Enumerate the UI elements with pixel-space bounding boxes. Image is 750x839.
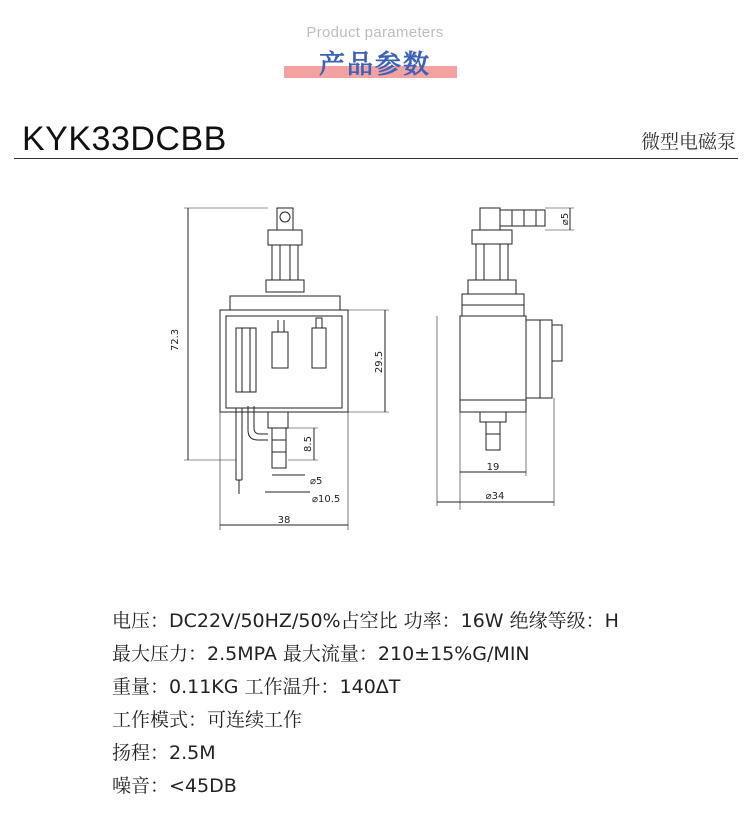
dim-d34-label: ⌀34 (485, 491, 505, 502)
front-view (184, 208, 389, 530)
model-divider (14, 158, 738, 159)
dim-outlet-label: 8.5 (303, 436, 314, 452)
product-type: 微型电磁泵 (640, 131, 736, 153)
dim-width-label: 38 (277, 515, 291, 526)
section-subtitle: Product parameters (306, 24, 444, 41)
product-model: KYK33DCBB (22, 120, 227, 158)
spec-noise: 噪音：<45DB (112, 775, 237, 797)
spec-voltage-power: 电压：DC22V/50HZ/50%占空比 功率：16W 绝缘等级：H (112, 610, 619, 632)
spec-work-mode: 工作模式：可连续工作 (112, 709, 303, 731)
dim-side-d5-label: ⌀5 (560, 212, 571, 226)
dim-19-label: 19 (486, 462, 500, 473)
dim-d10-5-label: ⌀10.5 (312, 494, 341, 505)
dim-d5-label: ⌀5 (310, 476, 323, 487)
dim-height-label: 72.3 (170, 328, 181, 352)
spec-pressure-flow: 最大压力：2.5MPA 最大流量：210±15%G/MIN (112, 643, 530, 665)
section-title: 产品参数 (318, 50, 431, 80)
spec-weight-temp: 重量：0.11KG 工作温升：140ΔT (112, 676, 401, 698)
dim-body-label: 29.5 (374, 350, 385, 374)
side-view (437, 208, 574, 510)
spec-head: 扬程：2.5M (112, 742, 216, 764)
technical-drawing (150, 190, 590, 550)
spec-list (112, 605, 619, 803)
